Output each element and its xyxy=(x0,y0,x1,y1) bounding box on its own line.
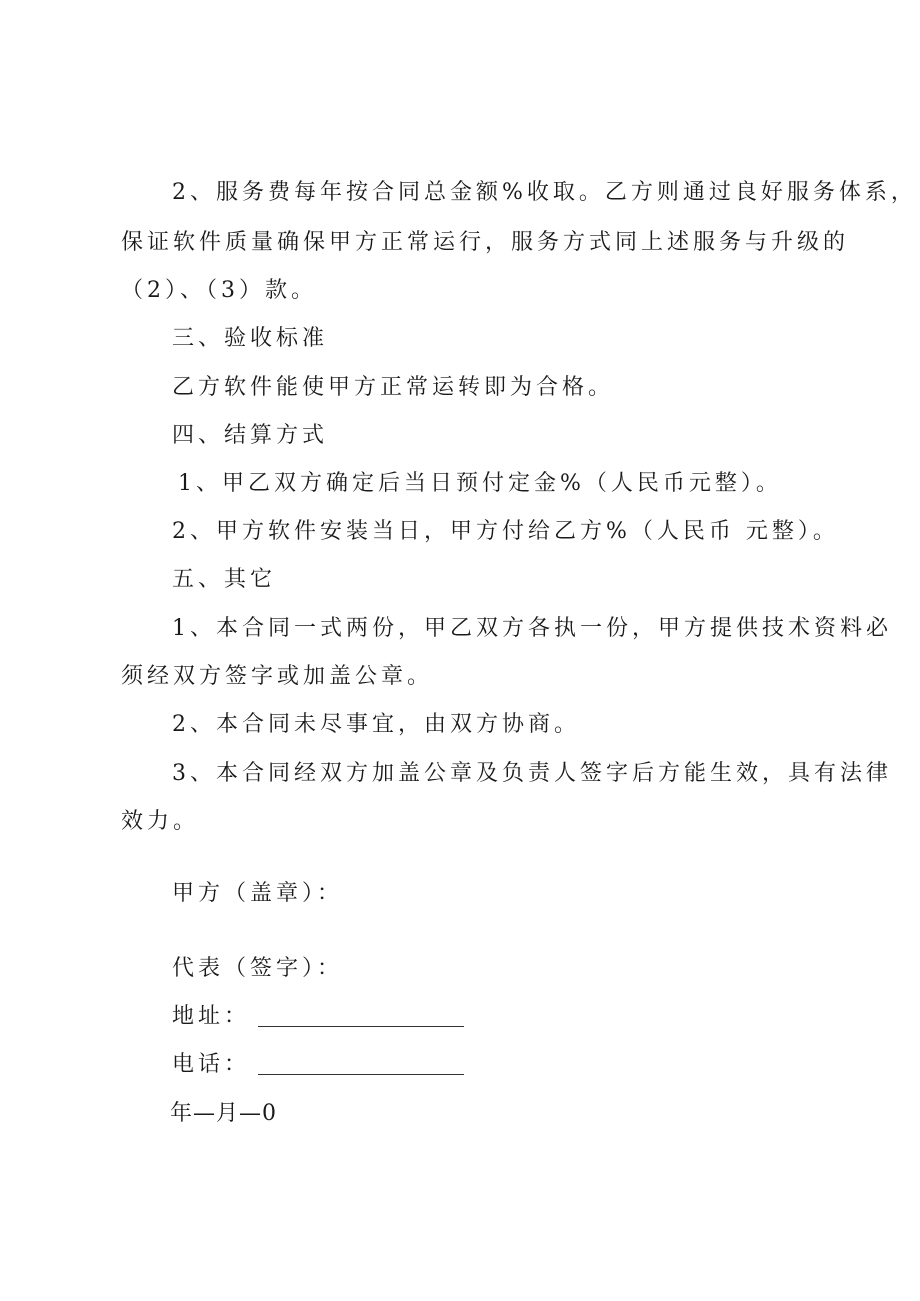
settlement-item-1: 1、甲乙双方确定后当日预付定金%（人民币元整）。 xyxy=(178,471,782,496)
other-item-3-line-2: 效力。 xyxy=(121,809,200,834)
party-a-seal: 甲方（盖章）： xyxy=(172,881,344,906)
phone-blank xyxy=(258,1054,464,1075)
service-fee-line-3: （2）、（3）款。 xyxy=(121,278,317,303)
other-item-1-line-1: 1、本合同一式两份，甲乙双方各执一份，甲方提供技术资料必 xyxy=(172,616,892,641)
acceptance-text: 乙方软件能使甲方正常运转即为合格。 xyxy=(172,375,615,400)
settlement-heading: 四、结算方式 xyxy=(172,423,329,448)
other-item-3-line-1: 3、本合同经双方加盖公章及负责人签字后方能生效，具有法律 xyxy=(172,761,892,786)
address-blank xyxy=(258,1006,464,1027)
phone-row xyxy=(172,1050,464,1080)
service-fee-line-1: 2、服务费每年按合同总金额%收取。乙方则通过良好服务体系， xyxy=(172,180,917,205)
address-row xyxy=(172,1002,464,1032)
other-item-1-line-2: 须经双方签字或加盖公章。 xyxy=(121,664,434,689)
other-item-2: 2、本合同未尽事宜，由双方协商。 xyxy=(172,712,580,737)
settlement-item-2: 2、甲方软件安装当日，甲方付给乙方%（人民币 元整）。 xyxy=(172,519,839,544)
phone-label: 电话： xyxy=(172,1052,251,1077)
service-fee-line-2: 保证软件质量确保甲方正常运行，服务方式同上述服务与升级的 xyxy=(121,230,850,255)
address-label: 地址： xyxy=(172,1004,251,1029)
date-line: 年—月—0 xyxy=(170,1101,277,1126)
representative-signature: 代表（签字）： xyxy=(172,956,344,981)
acceptance-heading: 三、验收标准 xyxy=(172,326,329,351)
other-heading: 五、其它 xyxy=(172,567,277,592)
